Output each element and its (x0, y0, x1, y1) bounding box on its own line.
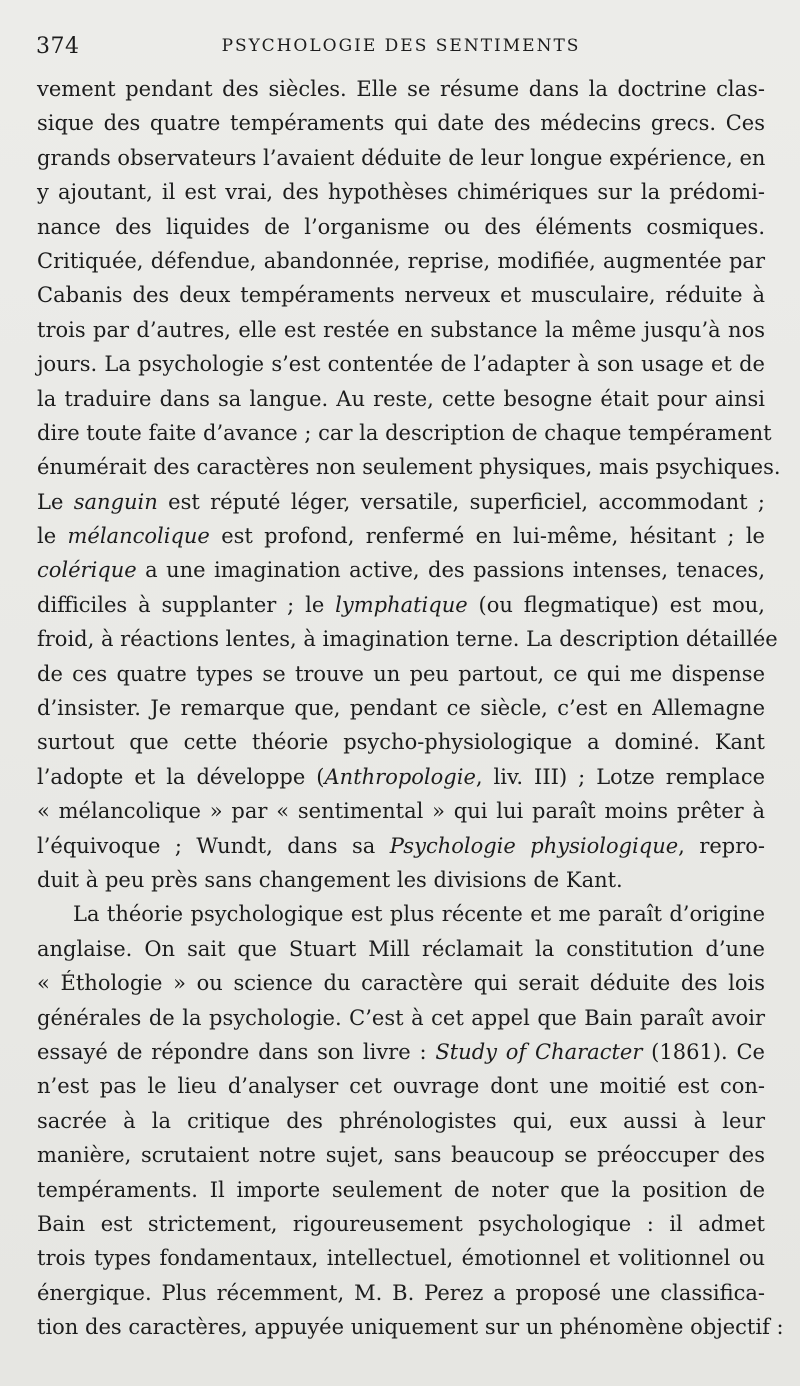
text-line (37, 622, 778, 656)
text-run: Le (37, 489, 74, 514)
text-line (37, 1138, 765, 1172)
text-line (37, 794, 765, 828)
page-number: 374 (36, 34, 80, 59)
text-line (37, 932, 765, 966)
text-line (37, 829, 765, 863)
text-run: sique des quatre tempéraments qui date des médecins grecs. Ces (37, 111, 765, 136)
text-run: tion des caractères, appuyée uniquement sur un phénomène objectif : (37, 1315, 784, 1340)
text-run: essayé de répondre dans son livre : (37, 1039, 436, 1064)
text-line (37, 519, 765, 553)
text-run: froid, à réactions lentes, à imagination terne. La description détaillée (37, 627, 778, 652)
italic-text: sanguin (73, 489, 158, 514)
paragraph (37, 897, 784, 1344)
text-line (37, 725, 765, 759)
italic-text: Psychologie physiologique (389, 833, 679, 858)
text-run: d’insister. Je remarque que, pendant ce siècle, c’est en Allemagne (37, 696, 765, 721)
text-line (37, 553, 765, 587)
text-run: , repro- (678, 833, 766, 858)
text-line (37, 1035, 765, 1069)
text-line (37, 278, 765, 312)
text-run: énumérait des caractères non seulement physiques, mais psychiques. (37, 455, 781, 480)
text-run: n’est pas le lieu d’analyser cet ouvrage dont une moitié est con- (37, 1074, 765, 1099)
text-line (37, 1241, 765, 1275)
paragraph (37, 72, 781, 897)
text-run: tempéraments. Il importe seulement de noter que la position de (37, 1177, 765, 1202)
text-run: , liv. III) ; Lotze remplace (475, 764, 766, 789)
text-run: « mélancolique » par « sentimental » qui lui paraît moins prêter à (37, 799, 765, 824)
text-line (37, 72, 765, 106)
text-run: dire toute faite d’avance ; car la description de chaque tempérament (37, 420, 772, 445)
page-header (36, 34, 766, 64)
italic-text: lymphatique (335, 592, 468, 617)
text-line (37, 691, 765, 725)
text-line (37, 588, 765, 622)
text-line (37, 175, 765, 209)
text-run: est profond, renfermé en lui-même, hésitant ; le (209, 524, 765, 549)
text-run: vement pendant des siècles. Elle se résume dans la doctrine clas- (37, 77, 765, 101)
text-line (37, 657, 765, 691)
text-line (37, 485, 765, 519)
text-run: de ces quatre types se trouve un peu partout, ce qui me dispense (37, 661, 765, 686)
text-line (37, 244, 765, 278)
text-line (37, 450, 781, 484)
text-run: « Éthologie » ou science du caractère qui serait déduite des lois (37, 971, 765, 996)
text-run: Critiquée, défendue, abandonnée, reprise, modifiée, augmentée par (37, 248, 765, 273)
text-run: l’équivoque ; Wundt, dans sa (37, 833, 390, 858)
text-run: l’adopte et la développe ( (37, 764, 325, 789)
text-line (37, 106, 765, 140)
text-run: difficiles à supplanter ; le (37, 592, 336, 617)
text-run: le (37, 524, 68, 549)
text-line (37, 1104, 765, 1138)
italic-text: Anthropologie (324, 764, 476, 789)
text-line (37, 760, 765, 794)
text-line (37, 1207, 765, 1241)
text-line (37, 1173, 765, 1207)
text-run: la traduire dans sa langue. Au reste, cette besogne était pour ainsi (37, 386, 765, 411)
text-run: y ajoutant, il est vrai, des hypothèses chimériques sur la prédomi- (37, 180, 765, 205)
italic-text: colérique (37, 558, 137, 583)
text-run: est réputé léger, versatile, superficiel, accommodant ; (157, 489, 765, 514)
text-line (37, 1276, 765, 1310)
text-line (37, 382, 765, 416)
text-run: duit à peu près sans changement les divisions de Kant. (37, 867, 623, 892)
text-run: jours. La psychologie s’est contentée de l’adapter à son usage et de (37, 352, 765, 377)
running-title: PSYCHOLOGIE DES SENTIMENTS (221, 36, 581, 56)
text-run: a une imagination active, des passions intenses, tenaces, (136, 558, 765, 583)
italic-text: mélancolique (67, 524, 210, 549)
text-run: nance des liquides de l’organisme ou des éléments cosmiques. (37, 214, 765, 239)
text-run: générales de la psychologie. C’est à cet appel que Bain paraît avoir (37, 1005, 765, 1030)
text-line (37, 210, 765, 244)
text-line (37, 1069, 765, 1103)
text-run: (1861). Ce (642, 1039, 765, 1064)
text-line (37, 416, 772, 450)
body-text (37, 72, 784, 1344)
text-run: sacrée à la critique des phrénologistes qui, eux aussi à leur (37, 1108, 765, 1133)
text-line (37, 347, 765, 381)
text-line (37, 897, 765, 931)
text-line (37, 863, 765, 897)
text-line (37, 966, 765, 1000)
text-line (37, 141, 765, 175)
text-line (37, 313, 765, 347)
text-run: surtout que cette théorie psycho-physiologique a dominé. Kant (37, 730, 765, 755)
text-run: grands observateurs l’avaient déduite de leur longue expérience, en (37, 145, 766, 170)
italic-text: Study of Character (435, 1039, 643, 1064)
text-run: La théorie psychologique est plus récente et me paraît d’origine (73, 902, 765, 927)
text-run: énergique. Plus récemment, M. B. Perez a proposé une classifica- (37, 1280, 765, 1305)
text-run: trois types fondamentaux, intellectuel, émotionnel et volitionnel ou (37, 1246, 765, 1271)
text-run: manière, scrutaient notre sujet, sans beaucoup se préoccuper des (37, 1143, 765, 1168)
text-run: (ou flegmatique) est mou, (467, 592, 765, 617)
text-run: trois par d’autres, elle est restée en substance la même jusqu’à nos (37, 317, 765, 342)
text-run: anglaise. On sait que Stuart Mill réclamait la constitution d’une (37, 936, 765, 961)
text-line (37, 1310, 784, 1344)
text-run: Bain est strictement, rigoureusement psychologique : il admet (37, 1211, 765, 1236)
text-run: Cabanis des deux tempéraments nerveux et musculaire, réduite à (37, 283, 765, 308)
text-line (37, 1001, 765, 1035)
